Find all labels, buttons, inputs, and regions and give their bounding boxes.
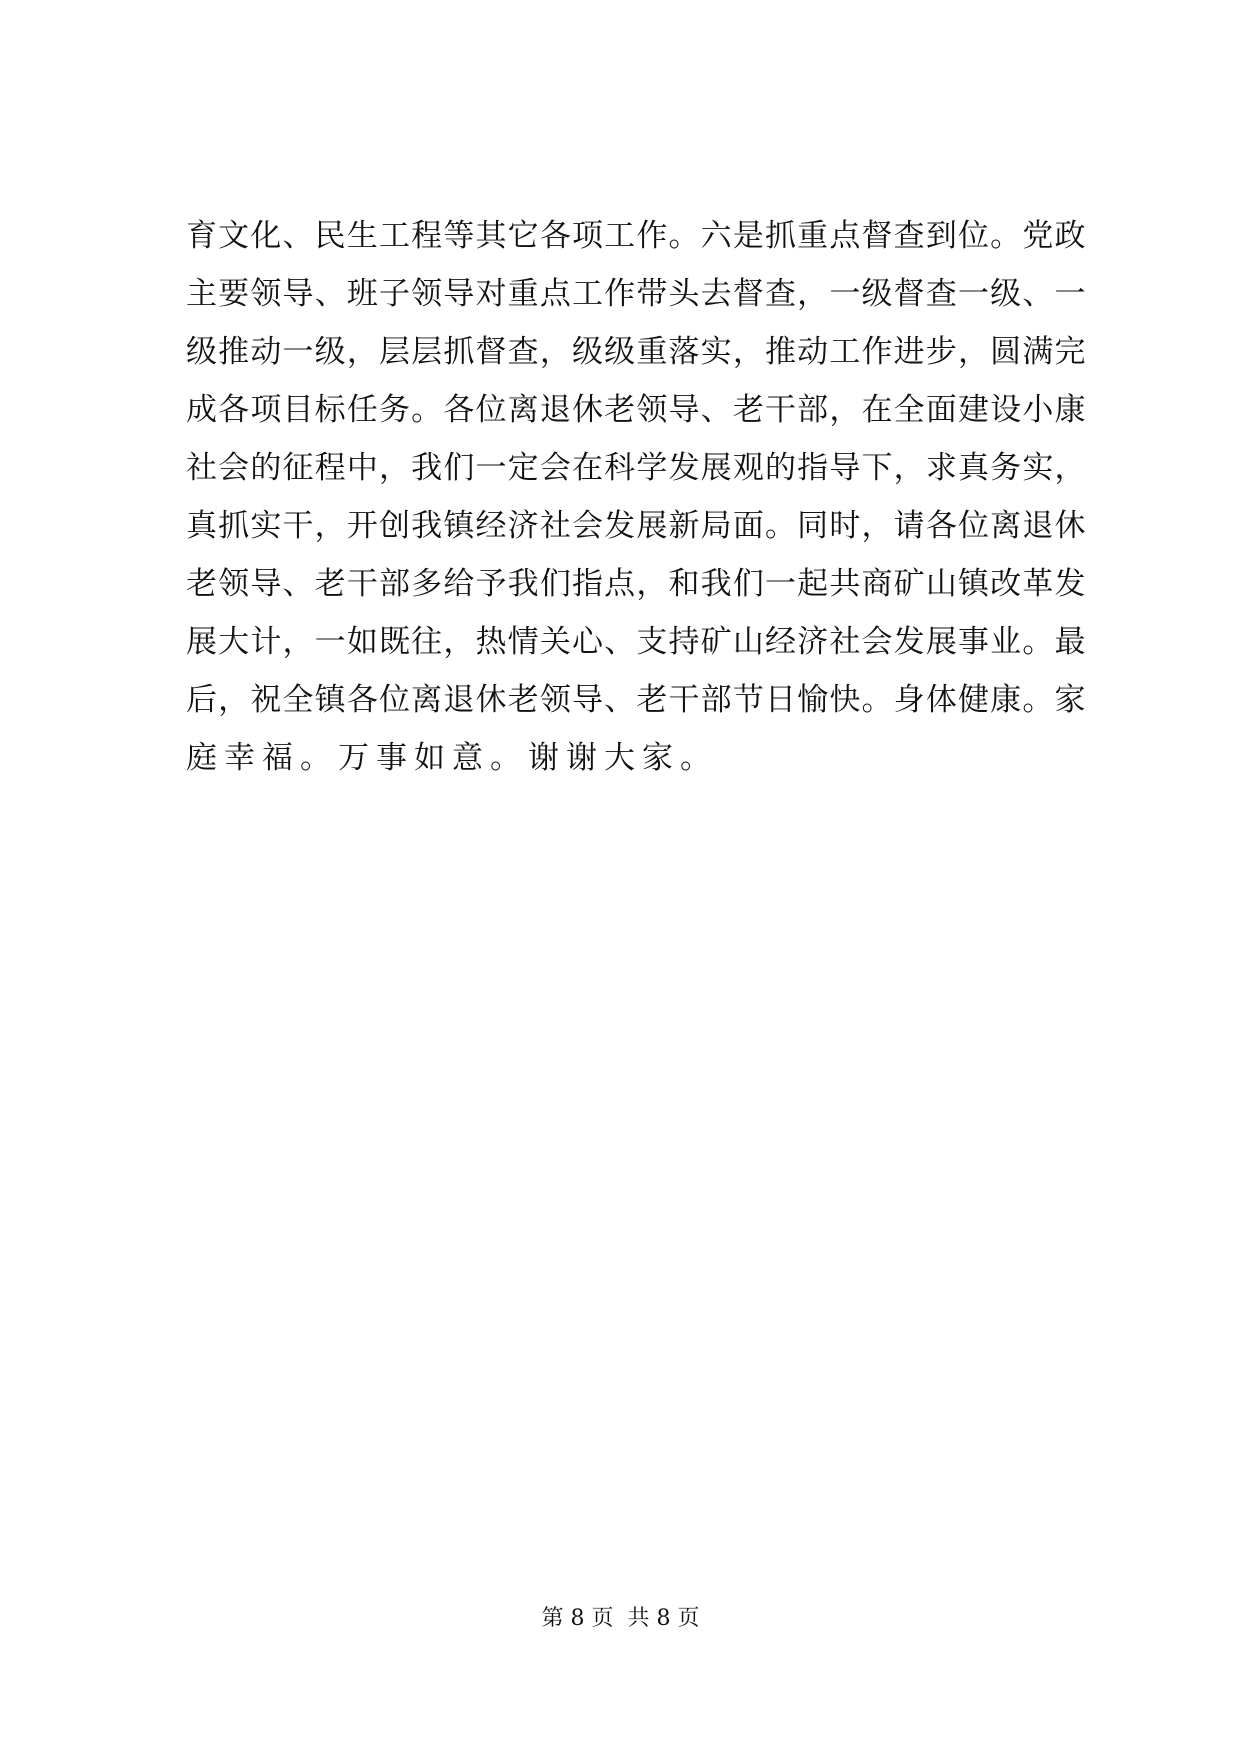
page-number-current: 第 8 页 [541, 1606, 614, 1631]
paragraph-line-8: 展大计，一如既往，热情关心、支持矿山经济社会发展事业。最 [186, 624, 1086, 660]
paragraph-line-4: 成各项目标任务。各位离退休老领导、老干部，在全面建设小康 [186, 392, 1086, 428]
page-number-total: 共 8 页 [627, 1606, 700, 1631]
page-footer [0, 1604, 1241, 1634]
paragraph-line-7: 老领导、老干部多给予我们指点，和我们一起共商矿山镇改革发 [186, 566, 1086, 602]
paragraph-line-1: 育文化、民生工程等其它各项工作。六是抓重点督查到位。党政 [186, 218, 1086, 254]
paragraph-line-10: 庭幸福。万事如意。谢谢大家。 [186, 740, 718, 776]
paragraph-line-5: 社会的征程中，我们一定会在科学发展观的指导下，求真务实， [186, 450, 1086, 486]
paragraph-line-3: 级推动一级，层层抓督查，级级重落实，推动工作进步，圆满完 [186, 334, 1086, 370]
body-paragraph [186, 207, 1086, 787]
paragraph-line-2: 主要领导、班子领导对重点工作带头去督查，一级督查一级、一 [186, 276, 1086, 312]
paragraph-line-6: 真抓实干，开创我镇经济社会发展新局面。同时，请各位离退休 [186, 508, 1086, 544]
paragraph-line-9: 后，祝全镇各位离退休老领导、老干部节日愉快。身体健康。家 [186, 682, 1086, 718]
